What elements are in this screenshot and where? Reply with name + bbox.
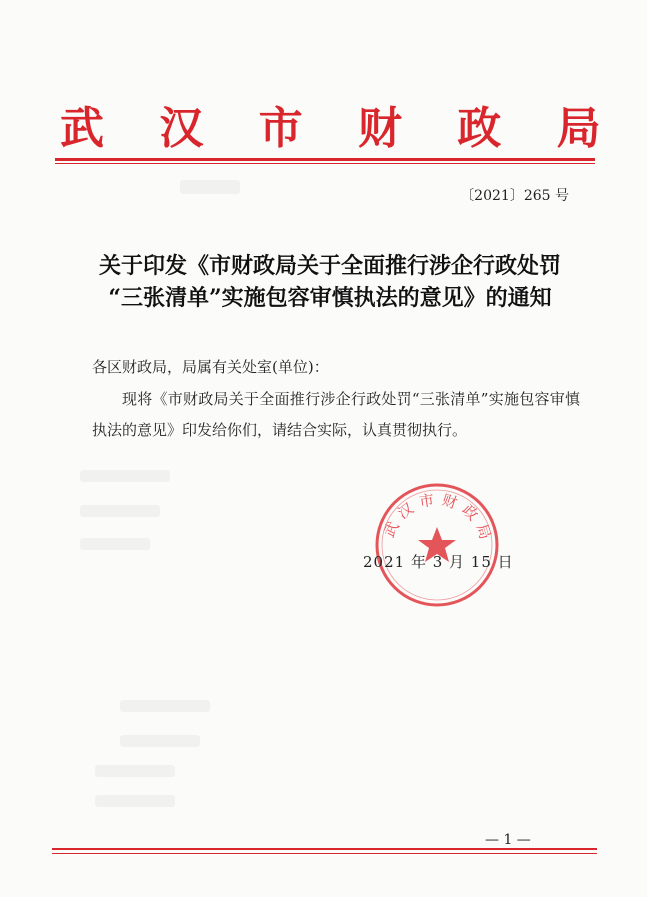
bleed-through-mark: [80, 470, 170, 482]
recipients-line: 各区财政局，局属有关处室(单位)：: [92, 358, 329, 376]
seal-icon: [372, 480, 502, 610]
issue-date: 2021 年 3 月 15 日: [363, 553, 514, 571]
bleed-through-mark: [120, 700, 210, 712]
organization-header: 武 汉 市 财 政 局: [60, 103, 621, 154]
footer-red-rule: [52, 848, 597, 850]
document-title: [70, 250, 590, 314]
bleed-through-mark: [120, 735, 200, 747]
header-red-rule-thin: [55, 163, 595, 164]
page-number: — 1 —: [485, 832, 531, 848]
bleed-through-mark: [180, 180, 240, 194]
footer-red-rule-thin: [52, 853, 597, 854]
bleed-through-mark: [80, 505, 160, 517]
seal-text: 武汉市财政局: [379, 490, 497, 548]
body-paragraph: 现将《市财政局关于全面推行涉企行政处罚“三张清单”实施包容审慎执法的意见》印发给你们，请结合实际，认真贯彻执行。: [92, 390, 580, 439]
official-seal: [372, 480, 502, 610]
bleed-through-mark: [95, 765, 175, 777]
bleed-through-mark: [95, 795, 175, 807]
document-number: 〔2021〕265 号: [460, 188, 569, 204]
bleed-through-mark: [80, 538, 150, 550]
title-line-1: 关于印发《市财政局关于全面推行涉企行政处罚: [98, 253, 561, 279]
title-line-2: “三张清单”实施包容审慎执法的意见》的通知: [108, 285, 552, 311]
header-red-rule: [55, 158, 595, 161]
